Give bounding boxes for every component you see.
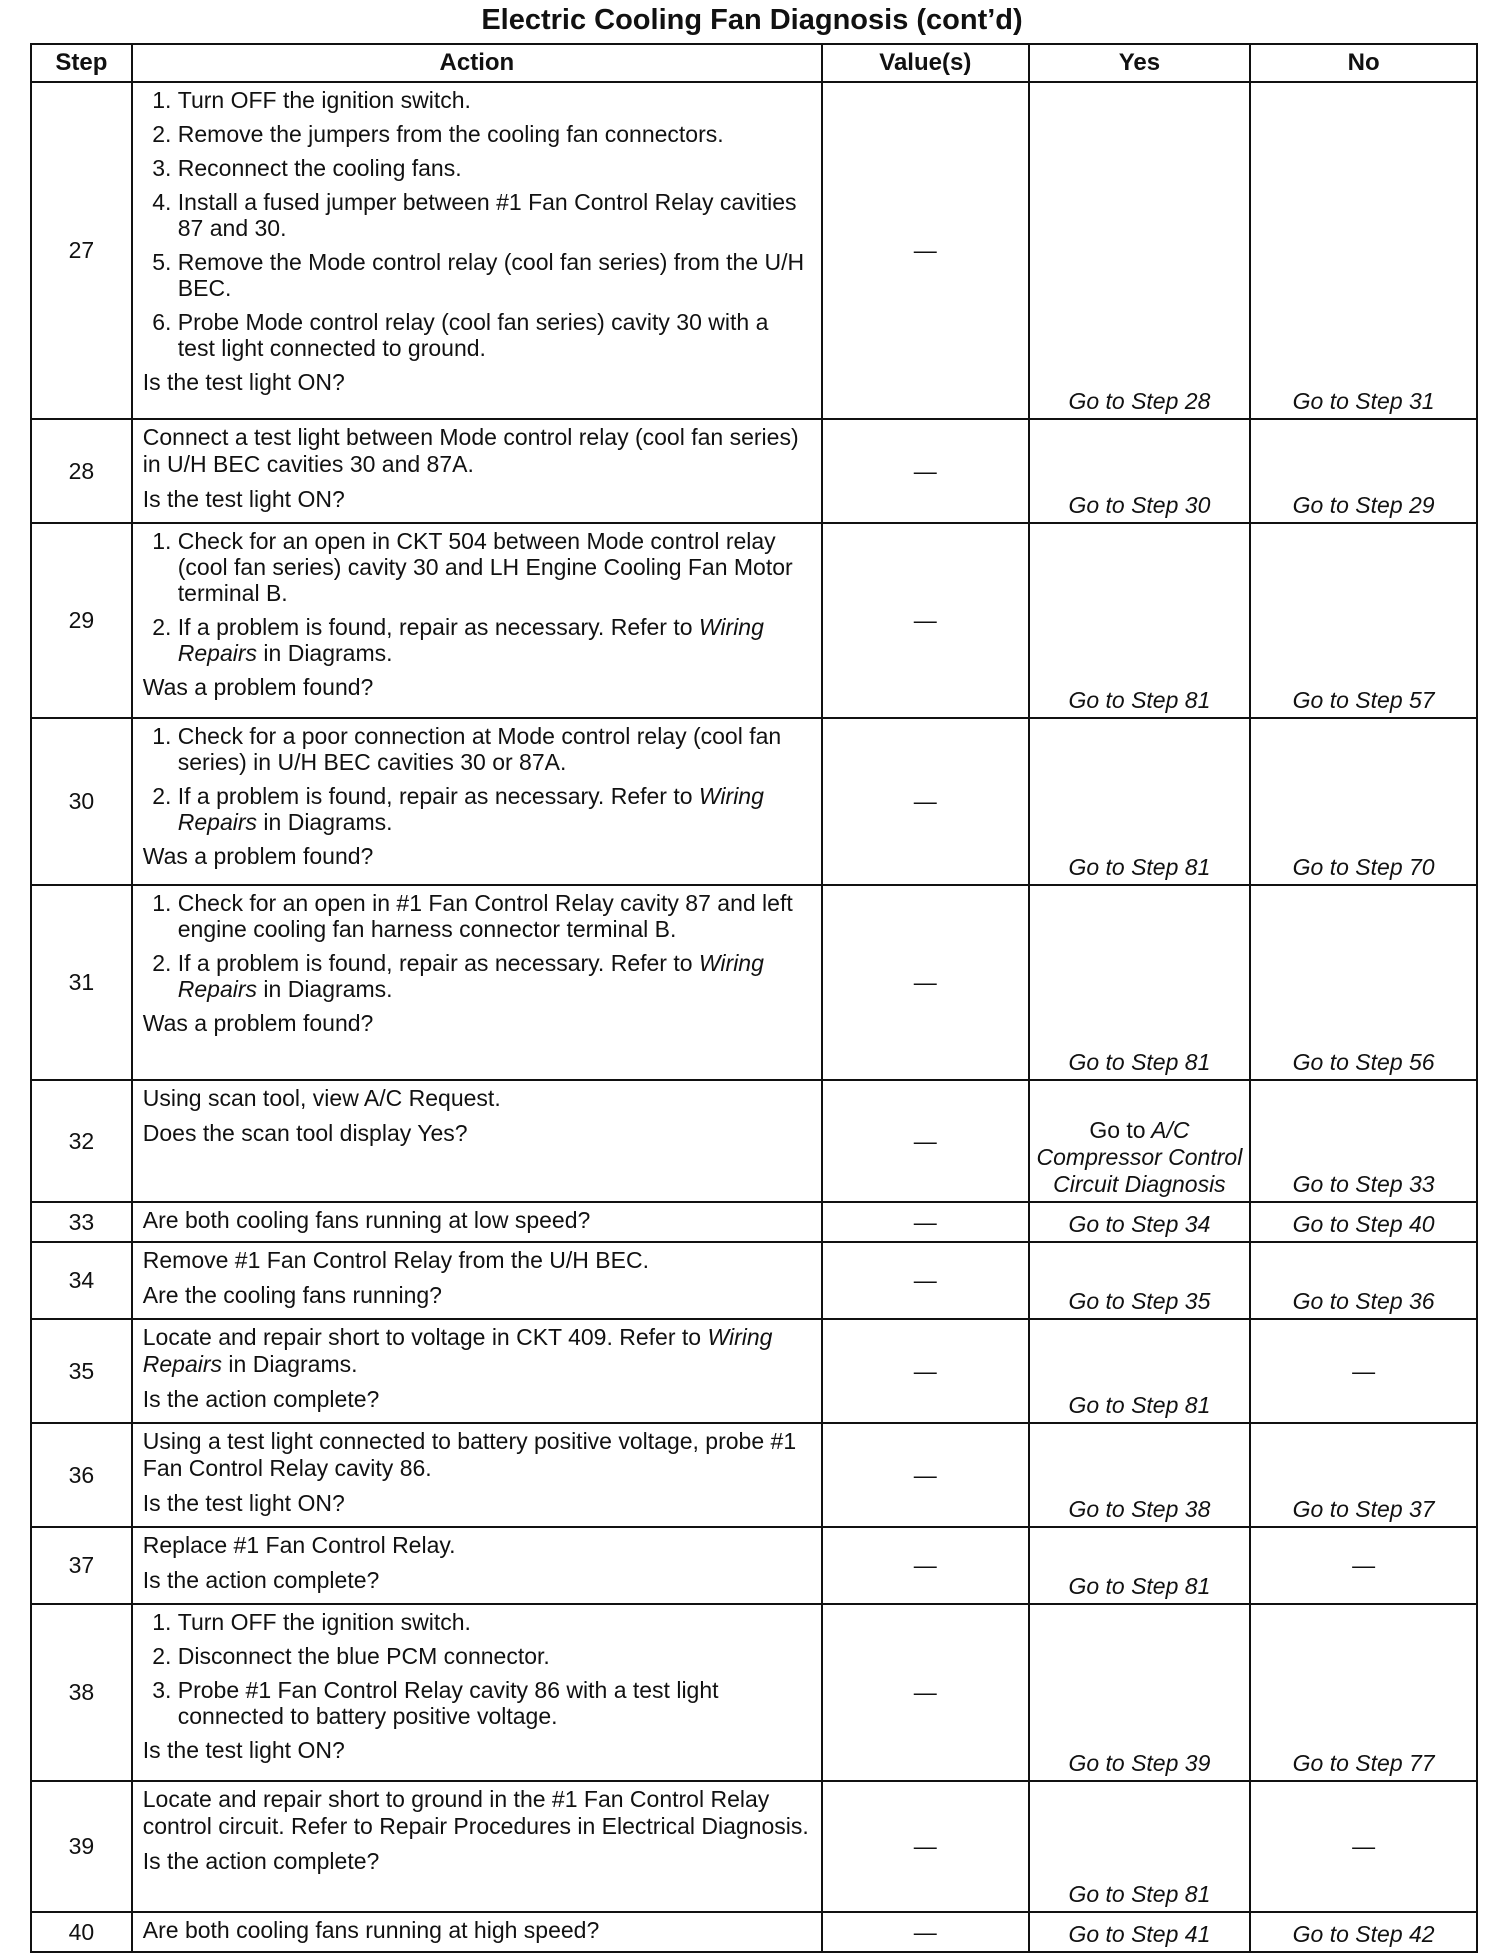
step-number: 39 [31, 1781, 132, 1912]
yes-result: Go to Step 81 [1029, 718, 1251, 885]
value-cell: — [822, 1912, 1029, 1952]
value-cell: — [822, 1423, 1029, 1527]
action-cell [132, 419, 822, 523]
no-result: Go to Step 36 [1250, 1242, 1477, 1319]
yes-result: Go to A/C Compressor Control Circuit Diagnosis [1029, 1080, 1251, 1202]
action-cell [132, 718, 822, 885]
yes-result: Go to Step 81 [1029, 1781, 1251, 1912]
action-cell [132, 82, 822, 419]
action-question: Are both cooling fans running at low speed? [142, 1207, 591, 1233]
no-result: — [1250, 1527, 1477, 1604]
action-item: 2. If a problem is found, repair as necessary. Refer to Wiring Repairs in Diagrams. [178, 614, 811, 666]
no-result: — [1250, 1319, 1477, 1423]
value-cell: — [822, 419, 1029, 523]
table-row [31, 1527, 1477, 1604]
step-number: 36 [31, 1423, 132, 1527]
header-yes: Yes [1029, 44, 1251, 82]
table-row [31, 1604, 1477, 1781]
action-text: Locate and repair short to voltage in CKT 409. Refer to Wiring Repairs in Diagrams. [142, 1324, 773, 1377]
step-number: 37 [31, 1527, 132, 1604]
action-item: 1. Turn OFF the ignition switch. [178, 1609, 811, 1635]
action-cell [132, 523, 822, 718]
action-question: Are both cooling fans running at high speed? [142, 1917, 600, 1943]
wiring-repairs-ref: Wiring Repairs [177, 950, 764, 1002]
step-number: 27 [31, 82, 132, 419]
header-step: Step [31, 44, 132, 82]
action-item: 2. If a problem is found, repair as necessary. Refer to Wiring Repairs in Diagrams. [178, 950, 811, 1002]
action-cell [132, 1912, 822, 1952]
no-result: Go to Step 57 [1250, 523, 1477, 718]
action-item: 2. Remove the jumpers from the cooling fan connectors. [178, 121, 811, 147]
action-cell [132, 885, 822, 1080]
action-text: Connect a test light between Mode control relay (cool fan series) in U/H BEC cavities 30 and 87A. [142, 424, 799, 477]
yes-result: Go to Step 38 [1029, 1423, 1251, 1527]
action-question: Is the action complete? [142, 1848, 380, 1874]
wiring-repairs-ref: Wiring Repairs [177, 783, 764, 835]
no-result: Go to Step 29 [1250, 419, 1477, 523]
action-question: Was a problem found? [142, 843, 374, 869]
action-item: 2. Disconnect the blue PCM connector. [178, 1643, 811, 1669]
action-text: Replace #1 Fan Control Relay. [142, 1532, 456, 1558]
no-result: Go to Step 42 [1250, 1912, 1477, 1952]
action-question: Was a problem found? [142, 674, 374, 700]
no-result: Go to Step 40 [1250, 1202, 1477, 1242]
action-text: Using a test light connected to battery positive voltage, probe #1 Fan Control Relay cavity 86. [142, 1428, 797, 1481]
yes-result: Go to Step 41 [1029, 1912, 1251, 1952]
yes-result: Go to Step 81 [1029, 1319, 1251, 1423]
action-item: 5. Remove the Mode control relay (cool fan series) from the U/H BEC. [178, 249, 811, 301]
value-cell: — [822, 1527, 1029, 1604]
action-question: Is the test light ON? [142, 486, 345, 512]
action-item: 3. Probe #1 Fan Control Relay cavity 86 with a test light connected to battery positive voltage. [178, 1677, 811, 1729]
value-cell: — [822, 1604, 1029, 1781]
step-number: 35 [31, 1319, 132, 1423]
page-title: Electric Cooling Fan Diagnosis (cont’d) [481, 4, 1023, 36]
action-cell [132, 1319, 822, 1423]
table-row [31, 1319, 1477, 1423]
value-cell: — [822, 1242, 1029, 1319]
step-number: 40 [31, 1912, 132, 1952]
action-question: Is the action complete? [142, 1386, 380, 1412]
no-result: — [1250, 1781, 1477, 1912]
step-number: 38 [31, 1604, 132, 1781]
table-row [31, 1781, 1477, 1912]
step-number: 33 [31, 1202, 132, 1242]
table-row [31, 419, 1477, 523]
table-row [31, 523, 1477, 718]
value-cell: — [822, 885, 1029, 1080]
step-number: 31 [31, 885, 132, 1080]
yes-result: Go to Step 30 [1029, 419, 1251, 523]
table-row [31, 82, 1477, 419]
action-text: Remove #1 Fan Control Relay from the U/H BEC. [142, 1247, 649, 1273]
action-question: Are the cooling fans running? [142, 1282, 442, 1308]
table-row [31, 1242, 1477, 1319]
no-result: Go to Step 70 [1250, 718, 1477, 885]
action-cell [132, 1604, 822, 1781]
action-item: 1. Check for an open in #1 Fan Control Relay cavity 87 and left engine cooling fan harness connector terminal B. [178, 890, 811, 942]
table-row [31, 1423, 1477, 1527]
action-question: Is the action complete? [142, 1567, 380, 1593]
header-action: Action [132, 44, 822, 82]
yes-result: Go to Step 34 [1029, 1202, 1251, 1242]
header-values: Value(s) [822, 44, 1029, 82]
action-cell [132, 1202, 822, 1242]
value-cell: — [822, 82, 1029, 419]
value-cell: — [822, 523, 1029, 718]
table-row [31, 1080, 1477, 1202]
step-number: 28 [31, 419, 132, 523]
no-result: Go to Step 56 [1250, 885, 1477, 1080]
action-question: Is the test light ON? [142, 1490, 345, 1516]
action-question: Was a problem found? [142, 1010, 374, 1036]
no-result: Go to Step 37 [1250, 1423, 1477, 1527]
action-item: 3. Reconnect the cooling fans. [178, 155, 811, 181]
step-number: 32 [31, 1080, 132, 1202]
action-cell [132, 1527, 822, 1604]
action-item: 4. Install a fused jumper between #1 Fan Control Relay cavities 87 and 30. [178, 189, 811, 241]
table-row [31, 885, 1477, 1080]
table-row [31, 1202, 1477, 1242]
header-no: No [1250, 44, 1477, 82]
action-item: 1. Turn OFF the ignition switch. [178, 87, 811, 113]
value-cell: — [822, 1080, 1029, 1202]
action-cell [132, 1242, 822, 1319]
table-row [31, 1912, 1477, 1952]
yes-result: Go to Step 81 [1029, 523, 1251, 718]
action-item: 1. Check for a poor connection at Mode control relay (cool fan series) in U/H BEC cavities 30 or 87A. [178, 723, 811, 775]
value-cell: — [822, 1202, 1029, 1242]
diagnosis-table [30, 43, 1478, 1953]
yes-result: Go to Step 35 [1029, 1242, 1251, 1319]
action-cell [132, 1423, 822, 1527]
action-item: 1. Check for an open in CKT 504 between Mode control relay (cool fan series) cavity 30 and LH Engine Cooling Fan Motor terminal B. [178, 528, 811, 606]
step-number: 30 [31, 718, 132, 885]
table-header-row [31, 44, 1477, 82]
value-cell: — [822, 1781, 1029, 1912]
action-item: 6. Probe Mode control relay (cool fan series) cavity 30 with a test light connected to ground. [178, 309, 811, 361]
action-question: Is the test light ON? [142, 369, 345, 395]
action-cell [132, 1080, 822, 1202]
no-result: Go to Step 31 [1250, 82, 1477, 419]
action-question: Is the test light ON? [142, 1737, 345, 1763]
value-cell: — [822, 1319, 1029, 1423]
no-result: Go to Step 33 [1250, 1080, 1477, 1202]
action-item: 2. If a problem is found, repair as necessary. Refer to Wiring Repairs in Diagrams. [178, 783, 811, 835]
step-number: 29 [31, 523, 132, 718]
yes-result: Go to Step 81 [1029, 1527, 1251, 1604]
no-result: Go to Step 77 [1250, 1604, 1477, 1781]
action-text: Using scan tool, view A/C Request. [142, 1085, 501, 1111]
wiring-repairs-ref: Wiring Repairs [142, 1324, 773, 1377]
table-row [31, 718, 1477, 885]
yes-result: Go to Step 28 [1029, 82, 1251, 419]
wiring-repairs-ref: Wiring Repairs [177, 614, 764, 666]
yes-result: Go to Step 39 [1029, 1604, 1251, 1781]
action-text: Locate and repair short to ground in the #1 Fan Control Relay control circuit. Refer to Repair Procedures in Electrical Diagnosis. [142, 1786, 809, 1839]
action-cell [132, 1781, 822, 1912]
step-number: 34 [31, 1242, 132, 1319]
yes-result: Go to Step 81 [1029, 885, 1251, 1080]
action-question: Does the scan tool display Yes? [142, 1120, 468, 1146]
value-cell: — [822, 718, 1029, 885]
